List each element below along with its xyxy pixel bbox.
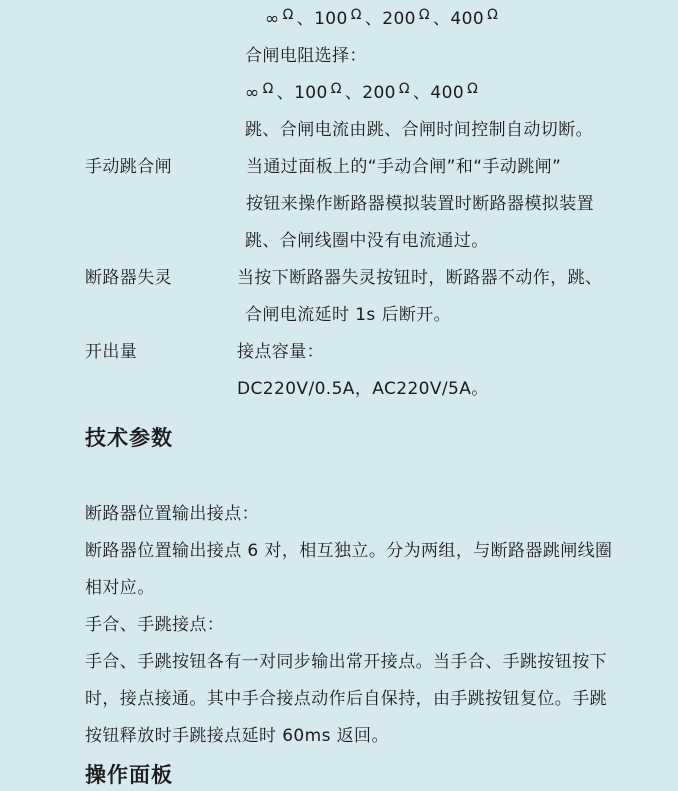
section-heading-technical-parameters: 技术参数 xyxy=(85,426,173,450)
paragraph-line: 手合、手跳接点： xyxy=(85,615,225,635)
paragraph-line: 相对应。 xyxy=(85,578,155,598)
paragraph-line: 断路器位置输出接点： xyxy=(85,504,259,524)
section-heading-operation-panel: 操作面板 xyxy=(85,763,173,787)
ohm-symbol: Ω xyxy=(350,7,362,23)
description-line: 接点容量： xyxy=(237,342,324,362)
resistor-value: ∞ xyxy=(265,9,280,29)
description-line: 合闸电流延时 1s 后断开。 xyxy=(245,305,452,325)
definition-term: 手动跳合闸 xyxy=(85,157,172,177)
technical-parameters-body xyxy=(85,496,638,755)
paragraph-line: 手合、手跳按钮各有一对同步输出常开接点。当手合、手跳按钮按下 xyxy=(85,652,607,672)
definition-description xyxy=(237,334,638,408)
closing-resistor-select-label: 合闸电阻选择： xyxy=(245,46,367,66)
ohm-symbol: Ω xyxy=(282,7,294,23)
resistor-value: 、100 xyxy=(276,83,328,103)
description-line: DC220V/0.5A，AC220V/5A。 xyxy=(237,379,489,399)
description-line: 按钮来操作断路器模拟装置时断路器模拟装置 xyxy=(246,194,594,214)
resistor-value: 、100 xyxy=(296,9,348,29)
ohm-symbol: Ω xyxy=(330,81,342,97)
resistor-value: ∞ xyxy=(245,83,260,103)
ohm-symbol: Ω xyxy=(487,7,499,23)
definition-row-output-quantity xyxy=(85,334,638,408)
resistor-value: 、200 xyxy=(344,83,396,103)
paragraph-line: 断路器位置输出接点 6 对，相互独立。分为两组，与断路器跳闸线圈 xyxy=(85,541,613,561)
paragraph-line: 按钮释放时手跳接点延时 60ms 返回。 xyxy=(85,726,389,746)
description-line: 跳、合闸线圈中没有电流通过。 xyxy=(245,231,489,251)
description-line: 当通过面板上的“手动合闸”和“手动跳闸” xyxy=(246,157,562,177)
ohm-symbol: Ω xyxy=(467,81,479,97)
paragraph-line: 时，接点接通。其中手合接点动作后自保持，由手跳按钮复位。手跳 xyxy=(85,689,607,709)
definition-description xyxy=(237,260,638,334)
ohm-symbol: Ω xyxy=(398,81,411,97)
definition-term: 断路器失灵 xyxy=(85,268,172,288)
resistor-options-line-1 xyxy=(265,1,638,38)
resistor-options-line-2 xyxy=(245,75,638,112)
auto-cutoff-line: 跳、合闸电流由跳、合闸时间控制自动切断。 xyxy=(245,120,593,140)
resistor-value: 、400 xyxy=(413,83,465,103)
definition-term: 开出量 xyxy=(85,342,138,362)
resistor-value: 、200 xyxy=(364,9,416,29)
description-line: 当按下断路器失灵按钮时，断路器不动作，跳、 xyxy=(237,268,603,288)
ohm-symbol: Ω xyxy=(262,81,274,97)
definition-row-manual-trip-close xyxy=(85,149,638,260)
definition-description xyxy=(237,149,638,260)
resistor-value: 、400 xyxy=(433,9,485,29)
ohm-symbol: Ω xyxy=(418,7,431,23)
definition-row-breaker-failure xyxy=(85,260,638,334)
